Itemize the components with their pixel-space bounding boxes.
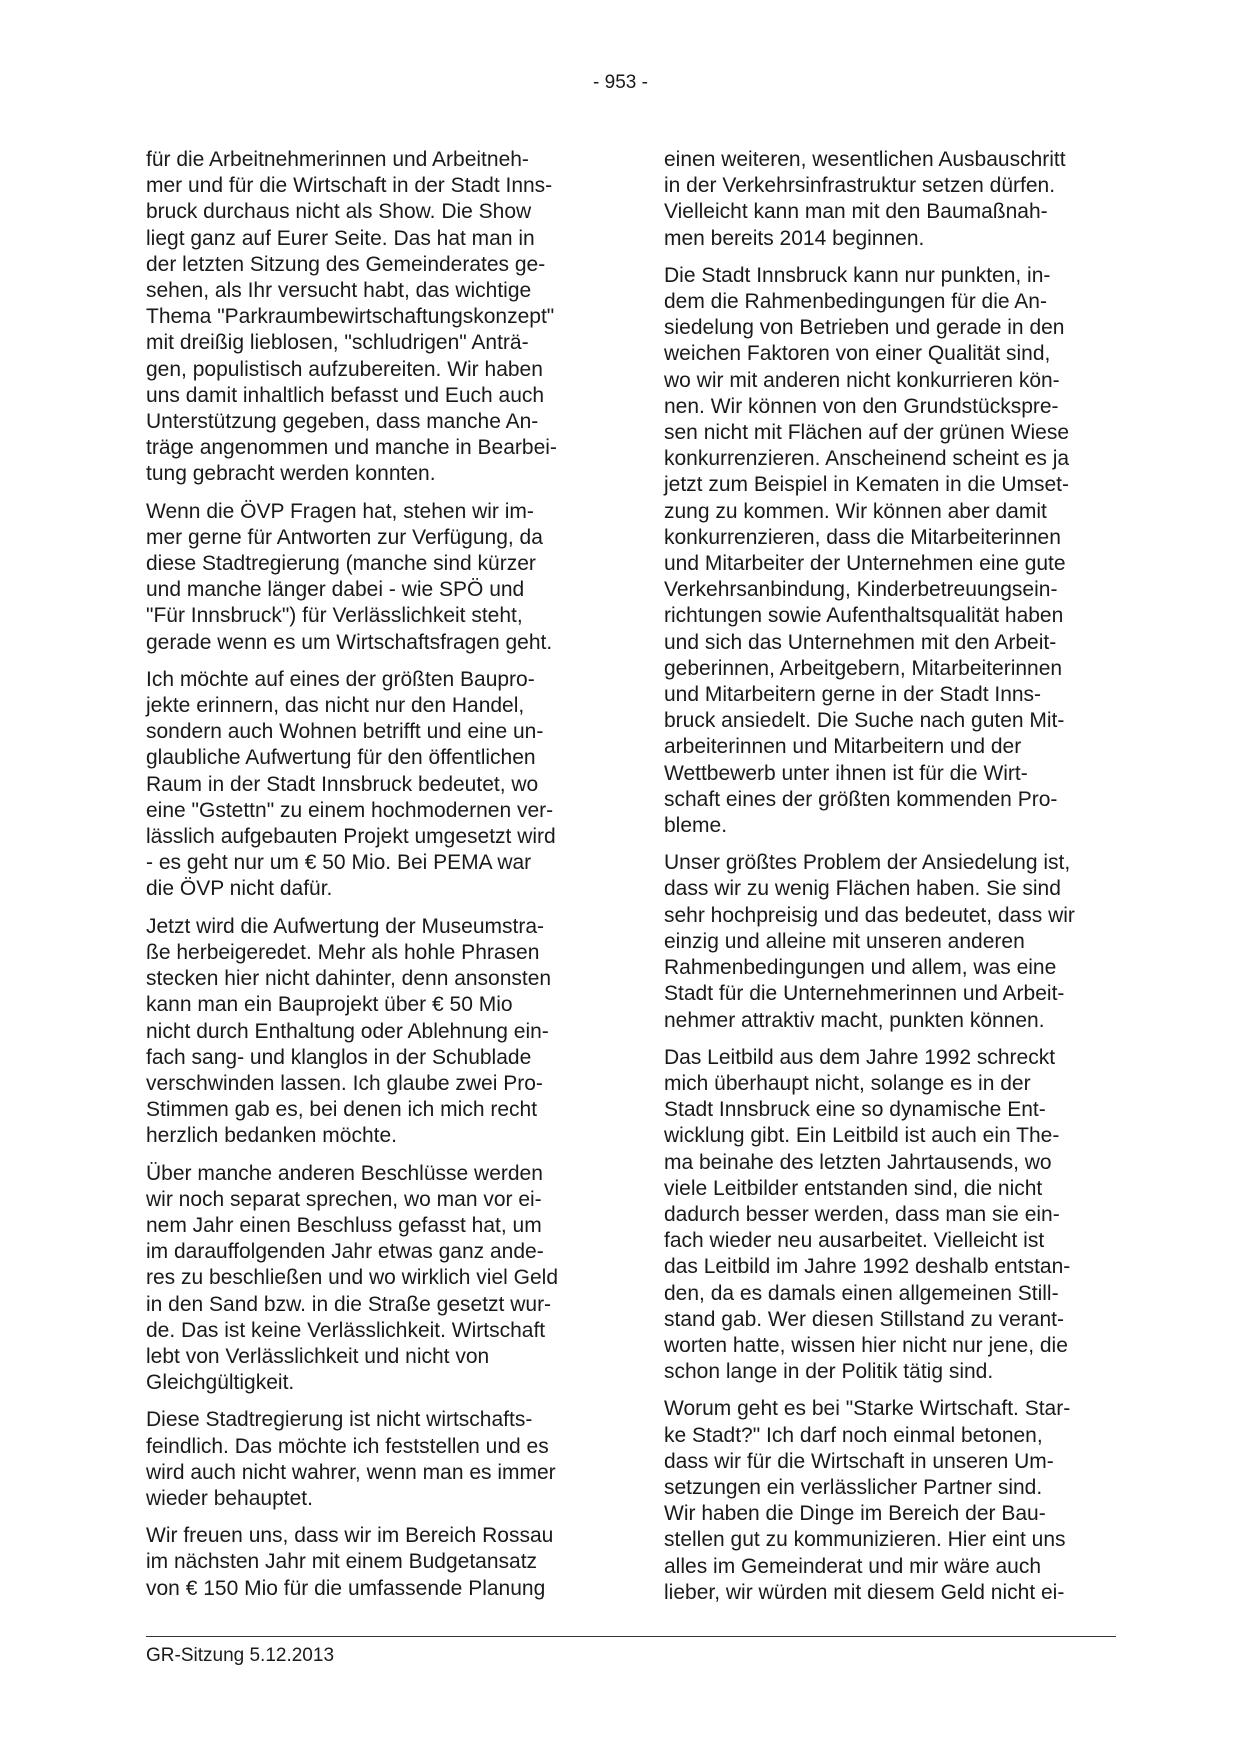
text-line: "Für Innsbruck") für Verlässlichkeit steht, [146,604,523,628]
paragraph [146,1161,594,1397]
paragraph [664,1045,1122,1386]
text-line: verschwinden lassen. Ich glaube zwei Pro- [146,1071,543,1095]
text-line: sehr hochpreisig und das bedeutet, dass wir [664,903,1075,927]
text-line: schaft eines der größten kommenden Pro- [664,787,1058,811]
text-line: Raum in der Stadt Innsbruck bedeutet, wo [146,772,539,796]
paragraph [664,263,1122,839]
text-line: Wettbewerb unter ihnen ist für die Wirt- [664,761,1028,785]
text-line: ke Stadt?" Ich darf noch einmal betonen, [664,1423,1043,1447]
text-line: Unterstützung gegeben, dass manche An- [146,410,539,434]
text-line: res zu beschließen und wo wirklich viel Geld [146,1266,559,1290]
text-line: Das Leitbild aus dem Jahre 1992 schreckt [664,1045,1056,1069]
paragraph [146,1523,594,1602]
text-line: viele Leitbilder entstanden sind, die nicht [664,1176,1043,1200]
text-line: dass wir zu wenig Flächen haben. Sie sind [664,877,1061,901]
text-line: gerade wenn es um Wirtschaftsfragen geht. [146,630,553,654]
text-line: Wir freuen uns, dass wir im Bereich Rossau [146,1524,554,1548]
text-line: dass wir für die Wirtschaft in unseren Um- [664,1449,1054,1473]
text-line: die ÖVP nicht dafür. [146,877,333,901]
text-line: Gleichgültigkeit. [146,1371,295,1395]
footer-session-date: GR-Sitzung 5.12.2013 [146,1645,335,1666]
text-line: wo wir mit anderen nicht konkurrieren kön- [664,368,1060,392]
text-line: - es geht nur um € 50 Mio. Bei PEMA war [146,851,532,875]
text-line: und Mitarbeiter der Unternehmen eine gute [664,552,1066,576]
text-line: für die Arbeitnehmerinnen und Arbeitneh- [146,148,529,171]
text-line: diese Stadtregierung (manche sind kürzer [146,552,536,576]
text-line: sondern auch Wohnen betrifft und eine un- [146,720,544,744]
text-line: ma beinahe des letzten Jahrtausends, wo [664,1150,1052,1174]
text-line: setzungen ein verlässlicher Partner sind. [664,1475,1043,1499]
text-line: stellen gut zu kommunizieren. Hier eint uns [664,1528,1066,1552]
text-line: Über manche anderen Beschlüsse werden [146,1161,543,1185]
paragraph [146,499,594,656]
text-line: Verkehrsanbindung, Kinderbetreuungsein- [664,578,1058,602]
text-line: den, da es damals einen allgemeinen Still- [664,1281,1059,1305]
text-line: in der Verkehrsinfrastruktur setzen dürfen. [664,174,1056,198]
text-line: lässlich aufgebauten Projekt umgesetzt wird [146,825,556,849]
text-line: fach wieder neu ausarbeitet. Vielleicht ist [664,1229,1045,1253]
text-line: geberinnen, Arbeitgebern, Mitarbeiterinnen [664,656,1063,680]
text-line: bruck ansiedelt. Die Suche nach guten Mit- [664,709,1065,733]
text-line: bleme. [664,814,728,838]
text-line: feindlich. Das möchte ich feststellen und es [146,1434,549,1458]
text-line: glaubliche Aufwertung für den öffentlichen [146,746,536,770]
text-line: mit dreißig lieblosen, "schludrigen" Anträ- [146,331,529,355]
text-line: wird auch nicht wahrer, wenn man es immer [146,1460,556,1484]
text-line: men bereits 2014 beginnen. [664,226,925,250]
text-line: im darauffolgenden Jahr etwas ganz ande- [146,1240,544,1264]
text-line: Rahmenbedingungen und allem, was eine [664,956,1057,980]
text-line: alles im Gemeinderat und mir wäre auch [664,1554,1041,1578]
paragraph [146,914,594,1150]
text-line: lieber, wir würden mit diesem Geld nicht ei- [664,1580,1065,1604]
text-line: jekte erinnern, das nicht nur den Handel, [146,694,525,718]
text-line: dem die Rahmenbedingungen für die An- [664,290,1047,314]
text-line: fach sang- und klanglos in der Schublade [146,1045,532,1069]
text-line: träge angenommen und manche in Bearbei- [146,436,557,460]
paragraph [146,1407,594,1512]
left-text-column [146,147,594,1613]
text-line: konkurrenzieren, dass die Mitarbeiterinnen [664,525,1061,549]
text-line: konkurrenzieren. Anscheinend scheint es ja [664,447,1070,471]
text-line: arbeiterinnen und Mitarbeitern und der [664,735,1022,759]
paragraph [146,147,594,488]
text-line: tung gebracht werden konnten. [146,462,436,486]
text-line: weichen Faktoren von einer Qualität sind, [664,342,1051,366]
text-line: de. Das ist keine Verlässlichkeit. Wirtschaft [146,1318,546,1342]
text-line: einen weiteren, wesentlichen Ausbauschritt [664,148,1066,171]
text-line: richtungen sowie Aufenthaltsqualität haben [664,604,1064,628]
text-line: Stadt für die Unternehmerinnen und Arbeit- [664,982,1065,1006]
text-line: Wir haben die Dinge im Bereich der Bau- [664,1502,1046,1526]
text-line: Ich möchte auf eines der größten Baupro- [146,667,535,691]
text-line: mer gerne für Antworten zur Verfügung, da [146,525,543,549]
page-number: - 953 - [593,72,648,93]
text-line: worten hatte, wissen hier nicht nur jene, die [664,1333,1068,1357]
text-line: eine "Gstettn" zu einem hochmodernen ver- [146,798,554,822]
text-line: Stadt Innsbruck eine so dynamische Ent- [664,1098,1046,1122]
text-line: ße herbeigeredet. Mehr als hohle Phrasen [146,940,540,964]
text-line: Thema "Parkraumbewirtschaftungskonzept" [146,305,555,329]
text-line: zung zu kommen. Wir können aber damit [664,499,1047,523]
text-line: wicklung gibt. Ein Leitbild ist auch ein The- [664,1124,1060,1148]
paragraph [664,850,1122,1033]
text-line: schon lange in der Politik tätig sind. [664,1360,994,1384]
text-line: nicht durch Enthaltung oder Ablehnung ein- [146,1019,549,1043]
text-line: Vielleicht kann man mit den Baumaßnah- [664,200,1048,224]
text-line: Die Stadt Innsbruck kann nur punkten, in- [664,263,1051,287]
text-line: sehen, als Ihr versucht habt, das wichtige [146,279,532,303]
text-line: Worum geht es bei "Starke Wirtschaft. Star- [664,1397,1071,1421]
text-line: das Leitbild im Jahre 1992 deshalb entstan- [664,1255,1071,1279]
text-line: mer und für die Wirtschaft in der Stadt Inns- [146,174,553,198]
text-line: stecken hier nicht dahinter, denn ansonsten [146,967,552,991]
text-line: Unser größtes Problem der Ansiedelung ist, [664,851,1071,875]
text-line: einzig und alleine mit unseren anderen [664,929,1025,953]
text-line: sen nicht mit Flächen auf der grünen Wiese [664,421,1070,445]
text-line: wir noch separat sprechen, wo man vor ei- [146,1187,542,1211]
text-line: kann man ein Bauprojekt über € 50 Mio [146,993,513,1017]
text-line: Diese Stadtregierung ist nicht wirtschafts- [146,1408,533,1432]
text-line: Jetzt wird die Aufwertung der Museumstra- [146,914,544,938]
text-line: Wenn die ÖVP Fragen hat, stehen wir im- [146,499,534,523]
text-line: lebt von Verlässlichkeit und nicht von [146,1344,490,1368]
text-line: und Mitarbeitern gerne in der Stadt Inns- [664,683,1042,707]
text-line: und sich das Unternehmen mit den Arbeit- [664,630,1057,654]
text-line: uns damit inhaltlich befasst und Euch auch [146,383,545,407]
text-line: von € 150 Mio für die umfassende Planung [146,1576,546,1600]
text-line: in den Sand bzw. in die Straße gesetzt wur- [146,1292,552,1316]
text-line: nen. Wir können von den Grundstückspre- [664,394,1059,418]
text-line: und manche länger dabei - wie SPÖ und [146,578,525,602]
text-line: jetzt zum Beispiel in Kematen in die Umset- [664,473,1069,497]
text-line: dadurch besser werden, dass man sie ein- [664,1202,1060,1226]
paragraph [664,1396,1122,1606]
paragraph [146,667,594,903]
footer-divider [146,1636,1116,1637]
text-line: mich überhaupt nicht, solange es in der [664,1071,1031,1095]
paragraph [664,147,1122,252]
text-line: nehmer attraktiv macht, punkten können. [664,1008,1045,1032]
text-line: siedelung von Betrieben und gerade in den [664,316,1065,340]
text-line: wieder behauptet. [146,1486,313,1510]
text-line: stand gab. Wer diesen Stillstand zu verant- [664,1307,1064,1331]
text-line: gen, populistisch aufzubereiten. Wir haben [146,357,543,381]
text-line: liegt ganz auf Eurer Seite. Das hat man in [146,226,535,250]
text-line: der letzten Sitzung des Gemeinderates ge- [146,252,546,276]
text-line: herzlich bedanken möchte. [146,1124,397,1148]
text-line: bruck durchaus nicht als Show. Die Show [146,200,532,224]
text-line: im nächsten Jahr mit einem Budgetansatz [146,1550,538,1574]
text-line: Stimmen gab es, bei denen ich mich recht [146,1098,538,1122]
right-text-column [664,147,1122,1617]
text-line: nem Jahr einen Beschluss gefasst hat, um [146,1213,542,1237]
